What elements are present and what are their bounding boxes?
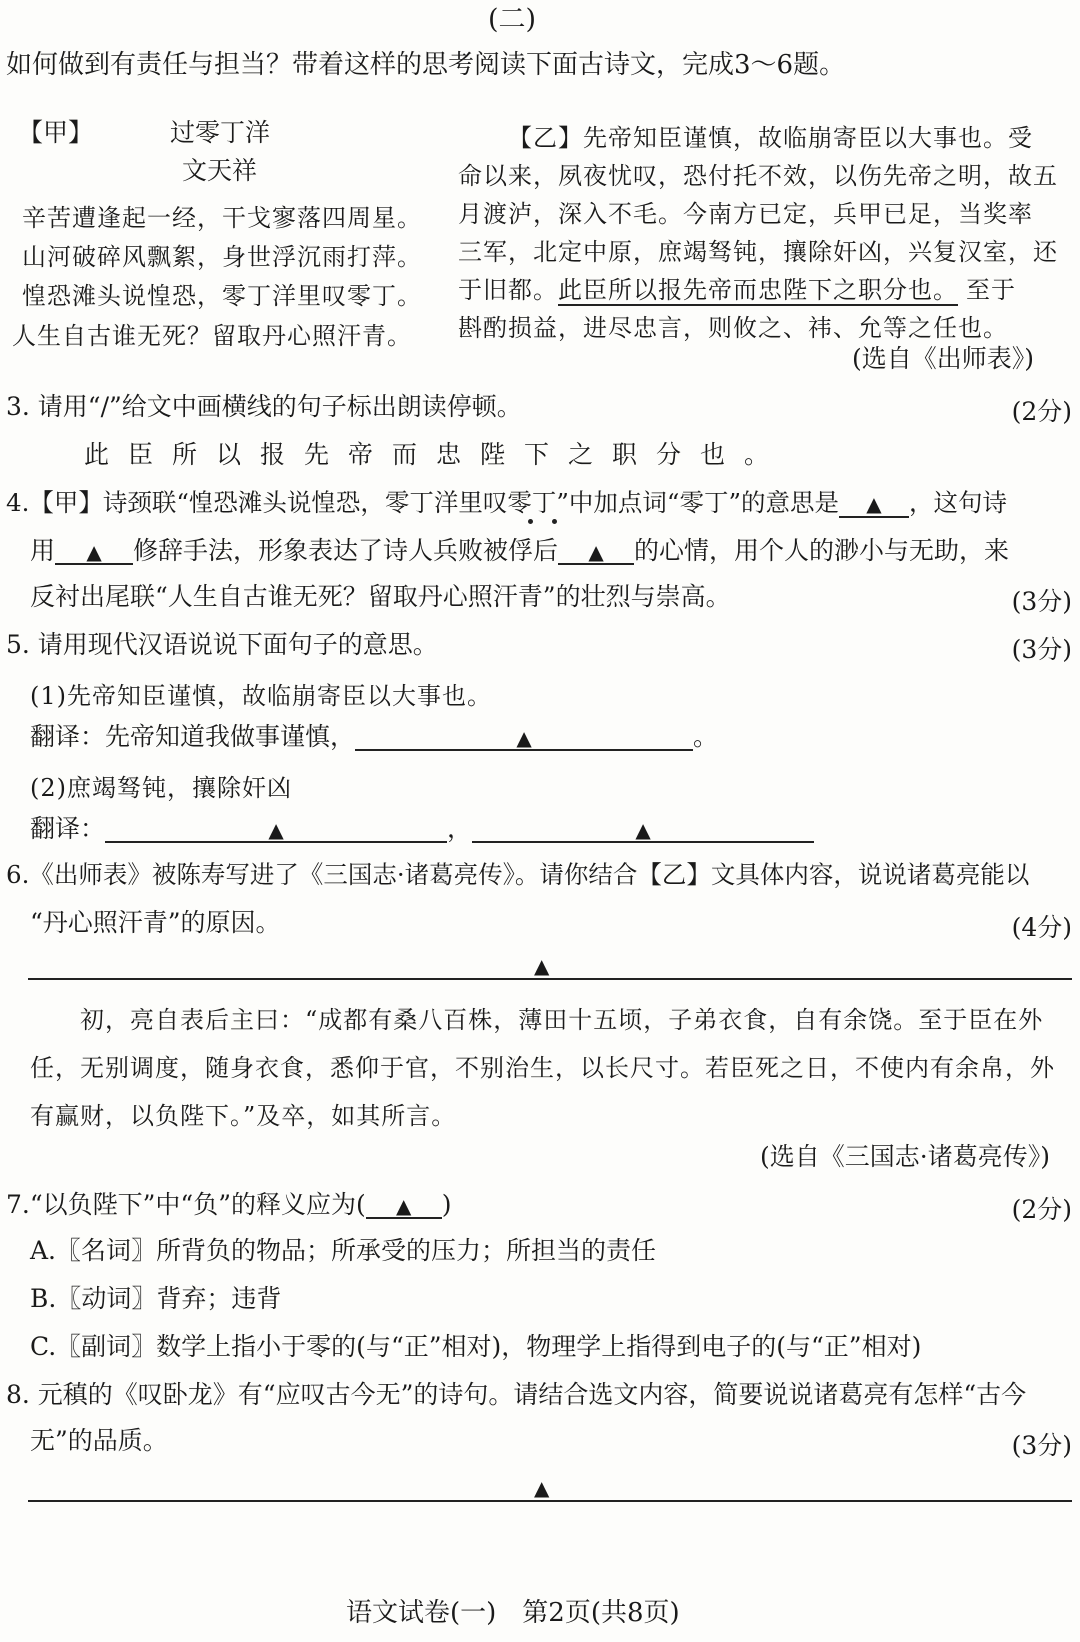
q3-sentence: 此 臣 所 以 报 先 帝 而 忠 陛 下 之 职 分 也 。 <box>84 440 770 469</box>
yi-line: 【乙】先帝知臣谨慎，故临崩寄臣以大事也。受 <box>508 124 1033 152</box>
q7-text: 7.“以负陛下”中“负”的释义应为( ▲ ) <box>6 1190 452 1219</box>
q5-text: 5. 请用现代汉语说说下面句子的意思。 <box>6 630 438 659</box>
q4-line2: 用 ▲ 修辞手法，形象表达了诗人兵败被俘后 ▲ 的心情，用个人的渺小与无助，来 <box>30 536 1010 565</box>
answer-line[interactable] <box>28 978 1072 980</box>
answer-blank[interactable]: ▲ <box>366 1192 442 1219</box>
jia-line: 人生自古谁无死？留取丹心照汗青。 <box>12 322 412 350</box>
q4-line1: 4.【甲】诗颈联“惶恐滩头说惶恐，零丁洋里叹零丁”中加点词“零丁”的意思是 ▲ ，这句诗 <box>6 488 1007 517</box>
passage2-line: 有赢财，以负陛下。”及卒，如其所言。 <box>30 1102 457 1130</box>
yi-source: (选自《出师表》) <box>852 344 1035 373</box>
yi-line: 于旧都。此臣所以报先帝而忠陛下之职分也。 至于 <box>458 276 1016 304</box>
jia-label: 【甲】 <box>18 118 94 147</box>
passage2-line: 初，亮自表后主曰：“成都有桑八百株，薄田十五顷，子弟衣食，自有余饶。至于臣在外 <box>80 1006 1044 1034</box>
answer-blank[interactable]: ▲ <box>839 491 909 518</box>
q5-sentence-1: (1)先帝知臣谨慎，故临崩寄臣以大事也。 <box>30 682 492 710</box>
q5-sentence-2: (2)庶竭驽钝，攘除奸凶 <box>30 774 292 802</box>
q7-points: (2分) <box>1011 1195 1072 1224</box>
q8-line2: 无”的品质。 <box>30 1426 168 1455</box>
answer-line[interactable] <box>28 1500 1072 1502</box>
q7-option-a[interactable]: A.〖名词〗所背负的物品；所承受的压力；所担当的责任 <box>30 1236 657 1265</box>
q6-points: (4分) <box>1011 913 1072 942</box>
yi-line: 斟酌损益，进尽忠言，则攸之、祎、允等之任也。 <box>458 314 1008 342</box>
answer-blank[interactable]: ▲ <box>55 538 133 565</box>
emphasis-dot <box>552 519 557 524</box>
jia-line: 惶恐滩头说惶恐，零丁洋里叹零丁。 <box>22 282 422 310</box>
q3-text: 3. 请用“/”给文中画横线的句子标出朗读停顿。 <box>6 392 522 421</box>
passage2-source: (选自《三国志·诸葛亮传》) <box>760 1142 1050 1171</box>
q5-translation-1: 翻译：先帝知道我做事谨慎， ▲ 。 <box>30 722 719 751</box>
q5-points: (3分) <box>1011 635 1072 664</box>
passage2-line: 任，无别调度，随身衣食，悉仰于官，不别治生，以长尺寸。若臣死之日，不使内有余帛，外 <box>30 1054 1055 1082</box>
q5-translation-2: 翻译： ▲ ， ▲ <box>30 814 814 844</box>
page-footer: 语文试卷(一) 第2页(共8页) <box>346 1598 680 1628</box>
q6-line2: “丹心照汗青”的原因。 <box>30 908 281 937</box>
yi-line: 三军，北定中原，庶竭驽钝，攘除奸凶，兴复汉室，还 <box>458 238 1058 266</box>
emphasis-dot <box>528 519 533 524</box>
answer-blank[interactable]: ▲ <box>355 724 693 751</box>
q4-points: (3分) <box>1011 587 1072 616</box>
q6-line1: 6.《出师表》被陈寿写进了《三国志·诸葛亮传》。请你结合【乙】文具体内容，说说诸葛亮能以 <box>6 860 1030 889</box>
underlined-sentence: 此臣所以报先帝而忠陛下之职分也。 <box>558 276 958 304</box>
answer-blank[interactable]: ▲ <box>558 538 634 565</box>
intro-text: 如何做到有责任与担当？带着这样的思考阅读下面古诗文，完成3～6题。 <box>6 50 846 80</box>
q8-line1: 8. 元稹的《叹卧龙》有“应叹古今无”的诗句。请结合选文内容，简要说说诸葛亮有怎样“古今 <box>6 1380 1027 1409</box>
q3-points: (2分) <box>1011 397 1072 426</box>
answer-blank[interactable]: ▲ <box>472 816 814 843</box>
yi-line: 月渡泸，深入不毛。今南方已定，兵甲已足，当奖率 <box>458 200 1033 228</box>
jia-line: 辛苦遭逢起一经，干戈寥落四周星。 <box>22 204 422 232</box>
q4-line3: 反衬出尾联“人生自古谁无死？留取丹心照汗青”的壮烈与崇高。 <box>30 582 731 611</box>
q8-points: (3分) <box>1011 1431 1072 1460</box>
answer-mark: ▲ <box>534 1476 550 1500</box>
jia-title: 过零丁洋 <box>170 118 271 147</box>
answer-blank[interactable]: ▲ <box>105 816 447 843</box>
answer-mark: ▲ <box>534 954 550 978</box>
yi-line: 命以来，夙夜忧叹，恐付托不效，以伤先帝之明，故五 <box>458 162 1058 190</box>
jia-line: 山河破碎风飘絮，身世浮沉雨打萍。 <box>22 243 422 271</box>
q7-option-b[interactable]: B.〖动词〗背弃；违背 <box>30 1284 282 1313</box>
jia-author: 文天祥 <box>182 156 258 185</box>
q7-option-c[interactable]: C.〖副词〗数学上指小于零的(与“正”相对)，物理学上指得到电子的(与“正”相对) <box>30 1332 922 1361</box>
section-title: (二) <box>488 4 537 35</box>
